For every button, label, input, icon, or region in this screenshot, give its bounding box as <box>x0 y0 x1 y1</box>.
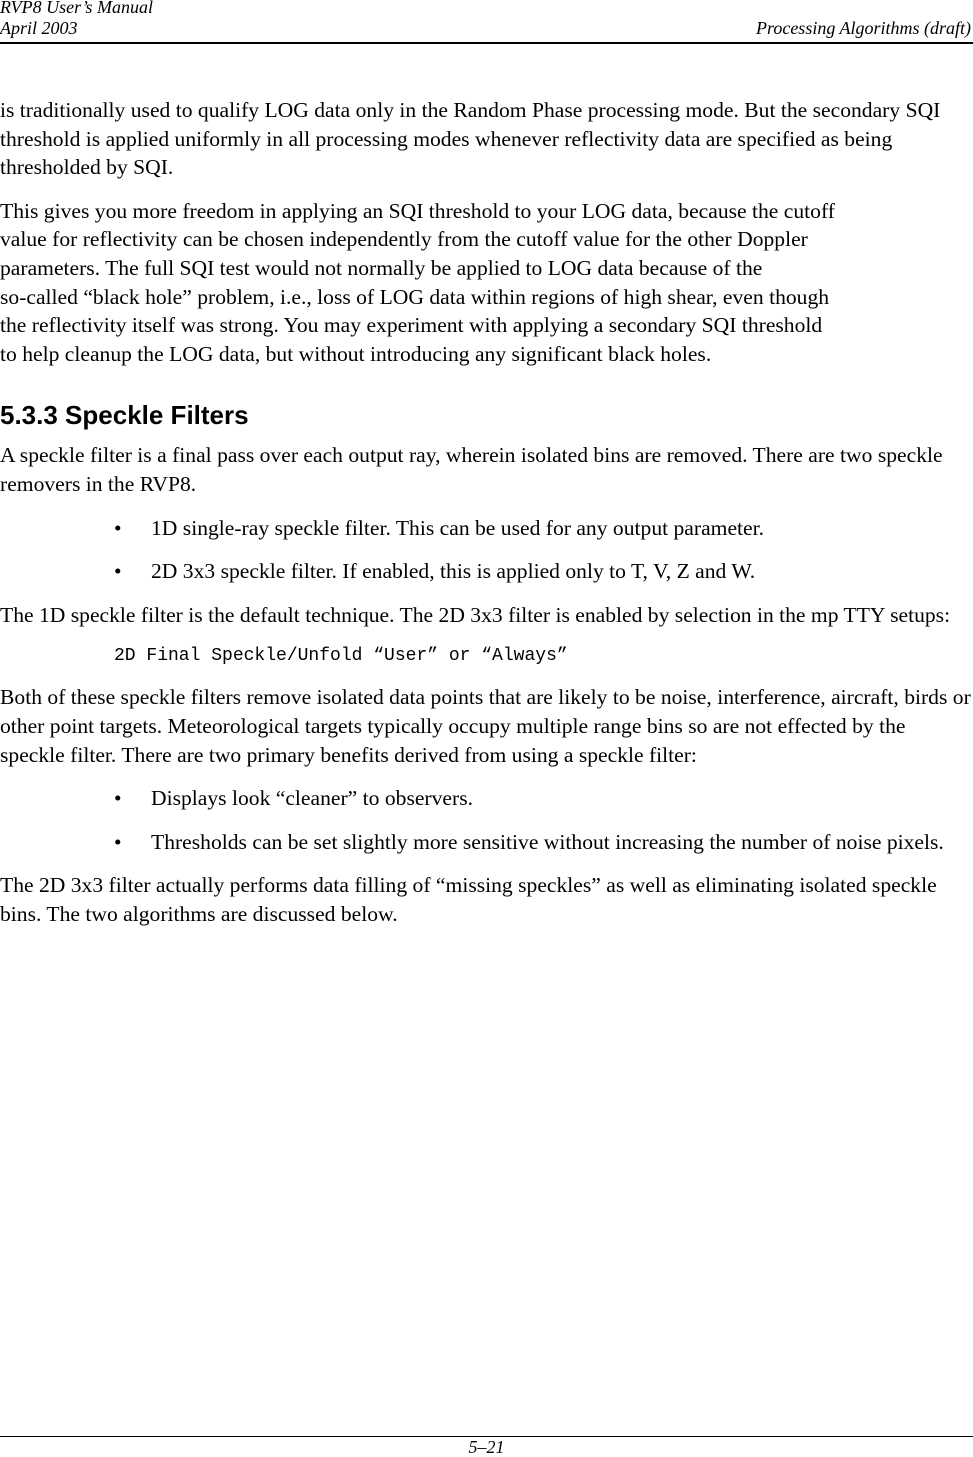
paragraph-line: This gives you more freedom in applying an SQI threshold to your LOG data, because the cutoff <box>0 198 835 223</box>
paragraph-speckle-benefits: Both of these speckle filters remove isolated data points that are likely to be noise, interference, aircraft, birds or other point targets. Meteorological targets typically occupy multiple range bins so are not effected by the speckle filter. There are two primary benefits derived from using a speckle filter: <box>0 685 971 767</box>
paragraph-line: so-called “black hole” problem, i.e., loss of LOG data within regions of high shear, even though <box>0 284 830 309</box>
paragraph-default-technique: The 1D speckle filter is the default technique. The 2D 3x3 filter is enabled by selection in the mp TTY setups: <box>0 602 951 627</box>
header-rule <box>0 42 973 44</box>
paragraph-speckle-intro: A speckle filter is a final pass over each output ray, wherein isolated bins are removed. There are two speckle removers in the RVP8. <box>0 443 943 496</box>
paragraph-line: value for reflectivity can be chosen independently from the cutoff value for the other Doppler <box>0 227 808 252</box>
benefits-list <box>0 784 973 856</box>
running-header-left <box>0 0 153 39</box>
bullet-symbol: • <box>114 559 122 584</box>
list-item <box>0 784 973 813</box>
paragraph-filter-summary: The 2D 3x3 filter actually performs data filling of “missing speckles” as well as eliminating isolated speckle bins. The two algorithms are discussed below. <box>0 873 937 926</box>
paragraph-continuation: is traditionally used to qualify LOG data only in the Random Phase processing mode. But the secondary SQI threshold is applied uniformly in all processing modes whenever reflectivity data are specified as being thresholded by SQI. <box>0 98 941 180</box>
bullet-symbol: • <box>114 515 122 540</box>
list-item <box>0 828 973 857</box>
list-item-text: 2D 3x3 speckle filter. If enabled, this is applied only to T, V, Z and W. <box>151 559 756 584</box>
manual-title: RVP8 User’s Manual <box>0 0 153 17</box>
paragraph-line: parameters. The full SQI test would not normally be applied to LOG data because of the <box>0 255 763 280</box>
section-heading: 5.3.3 Speckle Filters <box>0 400 249 431</box>
paragraph-sqi-freedom <box>0 197 973 369</box>
list-item-text: Thresholds can be set slightly more sensitive without increasing the number of noise pixels. <box>151 829 944 854</box>
bullet-symbol: • <box>114 829 122 854</box>
paragraph-line: the reflectivity itself was strong. You may experiment with applying a secondary SQI threshold <box>0 313 823 338</box>
list-item <box>0 514 973 543</box>
speckle-remover-list <box>0 514 973 586</box>
list-item <box>0 557 973 586</box>
code-setup-line: 2D Final Speckle/Unfold “User” or “Always” <box>114 646 568 667</box>
paragraph-line: to help cleanup the LOG data, but without introducing any significant black holes. <box>0 341 712 366</box>
list-item-text: Displays look “cleaner” to observers. <box>151 786 473 811</box>
page-number: 5–21 <box>468 1437 505 1457</box>
bullet-symbol: • <box>114 786 122 811</box>
publication-date: April 2003 <box>0 18 78 38</box>
chapter-title: Processing Algorithms (draft) <box>756 18 971 38</box>
page-body <box>0 96 973 928</box>
list-item-text: 1D single-ray speckle filter. This can be used for any output parameter. <box>151 515 765 540</box>
